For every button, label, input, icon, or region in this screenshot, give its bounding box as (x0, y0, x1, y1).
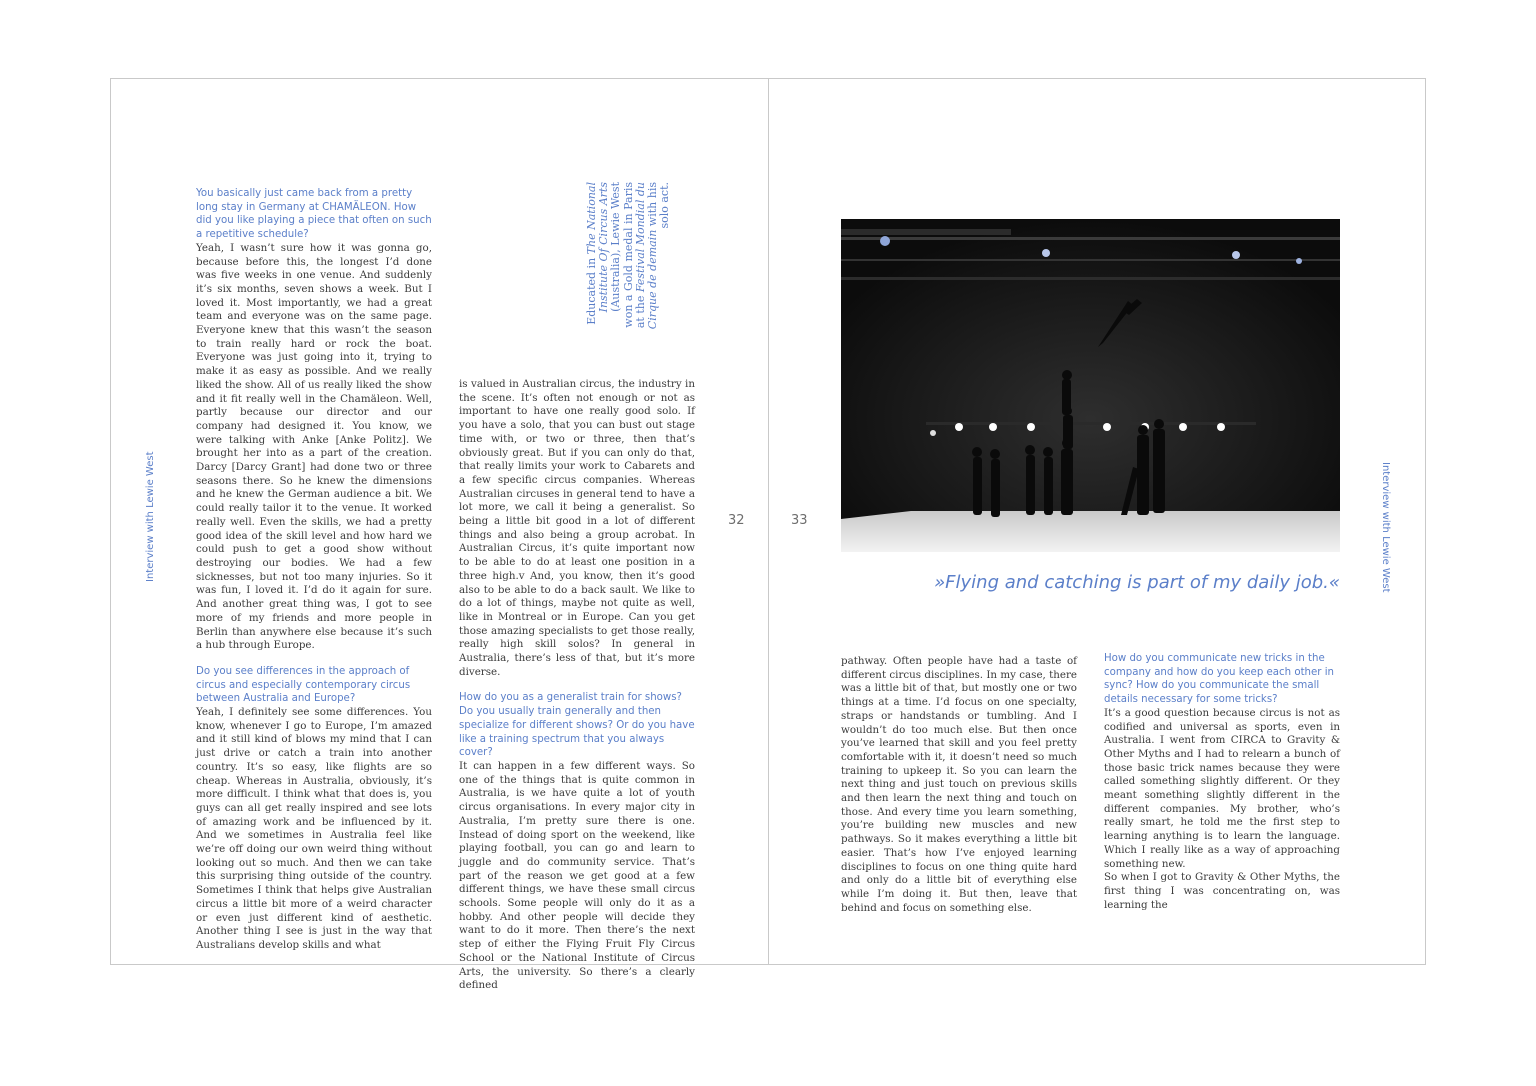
text-column-1 (196, 187, 432, 953)
spread-gutter (768, 78, 769, 965)
running-title-left: Interview with Lewie West (145, 451, 156, 582)
page-number-left: 32 (728, 513, 745, 528)
interview-question: Do you see differences in the approach of circus and especially contemporary circus between Australia and Europe? (196, 665, 411, 705)
interview-question: How do you as a generalist train for shows? Do you usually train generally and then specialize for different shows? Or do you have like a training spectrum that you always cover? (459, 692, 695, 759)
running-title-right: Interview with Lewie West (1380, 462, 1391, 593)
page-number-right: 33 (791, 513, 808, 528)
interview-question: You basically just came back from a pretty long stay in Germany at CHAMÄLEON. How did you like playing a piece that often on such a repetitive schedule? (196, 188, 432, 241)
interview-answer: is valued in Australian circus, the industry in the scene. It’s often not enough or not as important to have one really good solo. If you have a solo, that you can bust out stage time with, or two or three, then that’s obviously great. But if you can only do that, that really limits your work to Cabarets and a few specific circus companies. Whereas Australian circuses in general tend to have a lot more, we call it being a generalist. So being a little bit good in a lot of different things and also being a group acrobat. In Australian Circus, it’s quite important now to be able to do at least one position in a three high.v And, you know, then it’s good also to be able to do a back sault. We like to do a lot of things, maybe not quite as well, like in Montreal or in Europe. Can you get those amazing specialists to get those really, really high skill solos? In general in Australia, there’s less of that, but it’s more diverse. (459, 378, 695, 678)
interview-answer: It can happen in a few different ways. So one of the things that is quite common in Australia, is we have quite a lot of youth circus organisations. In every major city in Australia, I’m pretty sure there is one. Instead of doing sport on the weekend, like playing football, you can go and learn to juggle and do community service. That’s part of the reason we get good at a few different things, we have these small circus schools. Some people will only do it as a hobby. And other people will decide they want to do it more. Then there’s the next step of either the Flying Fruit Fly Circus School or the National Institute of Circus Arts, the university. So there’s a clearly defined (459, 759, 695, 992)
stage-photo (841, 219, 1340, 552)
interview-answer: It’s a good question because circus is not as codified and universal as sports, even in Australia. I went from CIRCA to Gravity & Other Myths and I had to relearn a bunch of those basic trick names because they were called something slightly different. Or they meant something slightly different in the different companies. My brother, who’s really smart, he told me the first step to learning anything is to learn the language. Which I really like as a way of approaching something new. (1104, 706, 1340, 870)
bio-text: Educated in The National Institute Of Circus Arts (Australia), Lewie West won a Gold medal in Paris at the Festival Mondial du Cirque de demain with his solo act. (585, 182, 672, 330)
interview-question: How do you communicate new tricks in the company and how do you keep each other in sync? How do you communicate the small details necessary for some tricks? (1104, 653, 1334, 706)
interview-answer: Yeah, I definitely see some differences. You know, whenever I go to Europe, I’m amazed and it still kind of blows my mind that I can just drive or catch a train into another country. It’s so easy, like flights are so cheap. Whereas in Australia, obviously, it’s more difficult. I think what that does is, you guys can all get really inspired and see lots of amazing work and be influenced by it. And we sometimes in Australia feel like we’re off doing our own weird thing without looking out so much. And then we can take this surprising thing outside of the country. Sometimes I think that helps give Australian circus a little bit more of a weird character or even just different kind of aesthetic. Another thing I see is just in the way that Australians develop skills and what (196, 706, 432, 951)
text-column-2 (459, 378, 695, 993)
text-column-3 (841, 655, 1077, 915)
pull-quote: »Flying and catching is part of my daily job.« (934, 572, 1340, 593)
bio-sidebar (586, 182, 700, 330)
interview-answer: pathway. Often people have had a taste of different circus disciplines. In my case, there was a little bit of that, but mostly one or two things at a time. I’d focus on one specialty, straps or handstands or tumbling. And I wouldn’t do too much else. But then once you’ve learned that skill and you feel pretty comfortable with it, it doesn’t need so much training to upkeep it. So you can learn the next thing and just touch on previous skills and then learn the next thing and touch on those. And every time you learn something, you’re building new muscles and new pathways. So it makes everything a little bit easier. That’s how I’ve enjoyed learning disciplines to focus on one thing quite hard and only do a little bit of everything else while I’m doing it. But then, leave that behind and focus on something else. (841, 655, 1077, 914)
interview-answer: So when I got to Gravity & Other Myths, the first thing I was concentrating on, was learning the (1104, 871, 1340, 911)
interview-answer: Yeah, I wasn’t sure how it was gonna go, because before this, the longest I’d done was five weeks in one venue. And suddenly it’s six months, seven shows a week. But I loved it. Most importantly, we had a great team and everyone was on the same page. Everyone knew that this wasn’t the season to train really hard or rock the boat. Everyone was just going into it, trying to make it as easy as possible. And we really liked the show. All of us really liked the show and it fit really well in the Chamäleon. Well, partly because our director and our company had designed it. You know, we were talking with Anke [Anke Politz]. We brought her into as a part of the creation. Darcy [Darcy Grant] had done two or three seasons there. So he knew the dimensions and he knew the German audience a bit. We could really tailor it to the venue. It worked really well. Even the skills, we had a pretty good idea of the skill level and how hard we could push to get a good show without destroying our bodies. We had a few sicknesses, but not too many injuries. So it was fun, I loved it. I’d do it again for sure. And another great thing was, I got to see more of my friends and more people in Berlin than anywhere else because it’s such a hub through Europe. (196, 241, 432, 652)
text-column-4 (1104, 652, 1340, 912)
